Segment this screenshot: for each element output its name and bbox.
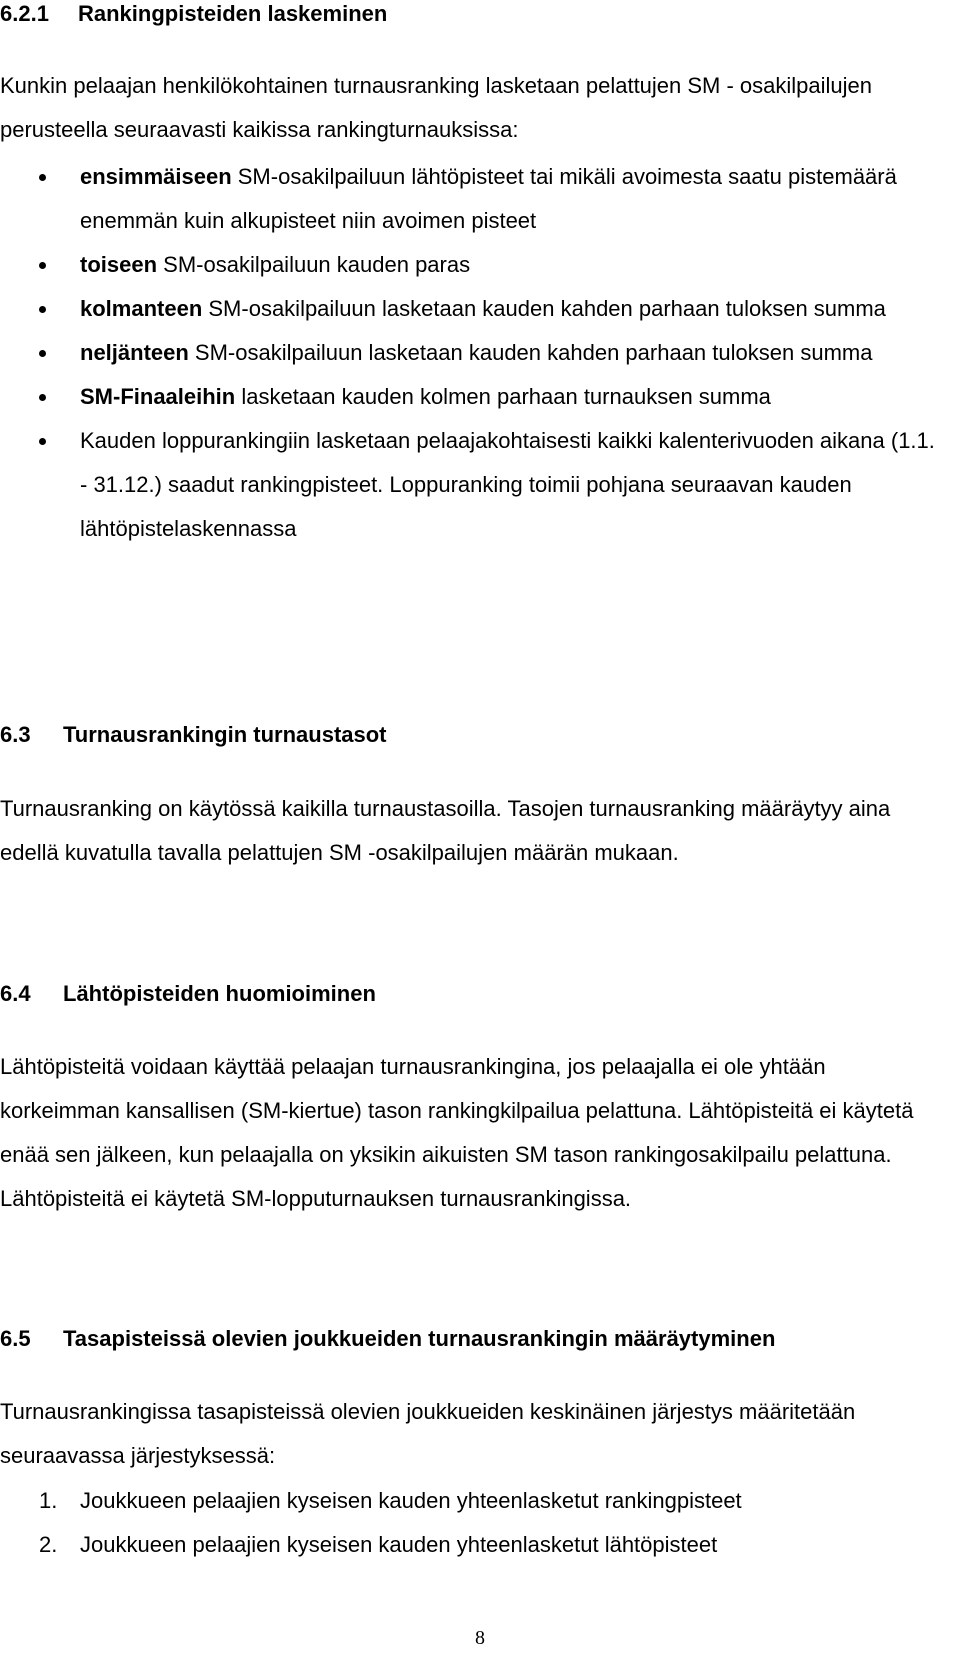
bullet-text: SM-osakilpailuun lähtöpisteet tai mikäli avoimesta saatu pistemäärä enemmän kuin alkupisteet niin avoimen pisteet <box>80 164 897 233</box>
list-item <box>0 1479 930 1523</box>
bullet-icon <box>39 438 46 445</box>
list-item <box>0 331 940 375</box>
list-item <box>0 419 940 551</box>
section-title: Lähtöpisteiden huomioiminen <box>63 981 376 1006</box>
section-number: 6.2.1 <box>0 1 49 26</box>
list-item <box>0 375 940 419</box>
section-title: Rankingpisteiden laskeminen <box>78 1 388 26</box>
bullet-lead: ensimmäiseen <box>80 164 232 189</box>
bullet-lead: toiseen <box>80 252 158 277</box>
intro-paragraph: Kunkin pelaajan henkilökohtainen turnausranking lasketaan pelattujen SM - osakilpailujen perusteella seuraavasti kaikissa rankingturnauksissa: <box>0 73 873 142</box>
section-heading-6-4 <box>0 980 376 1008</box>
section-title: Turnausrankingin turnaustasot <box>63 722 387 747</box>
bullet-lead: SM-Finaaleihin <box>80 384 236 409</box>
ranking-rules-list <box>0 155 940 551</box>
bullet-text: SM-osakilpailuun lasketaan kauden kahden parhaan tuloksen summa <box>202 296 886 321</box>
item-number: 2. <box>39 1532 58 1557</box>
section-heading-6-5 <box>0 1325 776 1353</box>
list-item <box>0 287 940 331</box>
section-number: 6.5 <box>0 1326 31 1351</box>
section-title: Tasapisteissä olevien joukkueiden turnausrankingin määräytyminen <box>63 1326 776 1351</box>
bullet-lead: neljänteen <box>80 340 189 365</box>
bullet-text: SM-osakilpailuun kauden paras <box>157 252 471 277</box>
page-number: 8 <box>475 1627 485 1649</box>
bullet-icon <box>39 350 46 357</box>
item-text: Joukkueen pelaajien kyseisen kauden yhteenlasketut rankingpisteet <box>80 1488 742 1513</box>
bullet-icon <box>39 394 46 401</box>
item-number: 1. <box>39 1488 58 1513</box>
section-heading-6-3 <box>0 721 387 749</box>
section-number: 6.3 <box>0 722 31 747</box>
item-text: Joukkueen pelaajien kyseisen kauden yhteenlasketut lähtöpisteet <box>80 1532 718 1557</box>
bullet-text: Kauden loppurankingiin lasketaan pelaajakohtaisesti kaikki kalenterivuoden aikana (1.1. - 31.12.) saadut rankingpisteet. Loppuranking toimii pohjana seuraavan kauden lähtöpistelaskennassa <box>80 428 935 541</box>
section-paragraph: Turnausranking on käytössä kaikilla turnaustasoilla. Tasojen turnausranking määräytyy aina edellä kuvatulla tavalla pelattujen SM -osakilpailujen määrän mukaan. <box>0 796 891 865</box>
bullet-icon <box>39 262 46 269</box>
bullet-text: SM-osakilpailuun lasketaan kauden kahden parhaan tuloksen summa <box>188 340 873 365</box>
bullet-icon <box>39 174 46 181</box>
tiebreak-order-list <box>0 1479 930 1567</box>
list-item <box>0 243 940 287</box>
list-item <box>0 1523 930 1567</box>
list-item <box>0 155 940 243</box>
section-number: 6.4 <box>0 981 31 1006</box>
bullet-text: lasketaan kauden kolmen parhaan turnauksen summa <box>235 384 771 409</box>
section-paragraph: Lähtöpisteitä voidaan käyttää pelaajan turnausrankingina, jos pelaajalla ei ole yhtään korkeimman kansallisen (SM-kiertue) tason rankingkilpailua pelattuna. Lähtöpisteitä ei käytetä enää sen jälkeen, kun pelaajalla on yksikin aikuisten SM tason rankingosakilpailu pelattuna. Lähtöpisteitä ei käytetä SM-lopputurnauksen turnausrankingissa. <box>0 1054 914 1211</box>
bullet-icon <box>39 306 46 313</box>
section-heading-6-2-1 <box>0 0 388 28</box>
section-paragraph: Turnausrankingissa tasapisteissä olevien joukkueiden keskinäinen järjestys määritetään seuraavassa järjestyksessä: <box>0 1399 856 1468</box>
bullet-lead: kolmanteen <box>80 296 203 321</box>
